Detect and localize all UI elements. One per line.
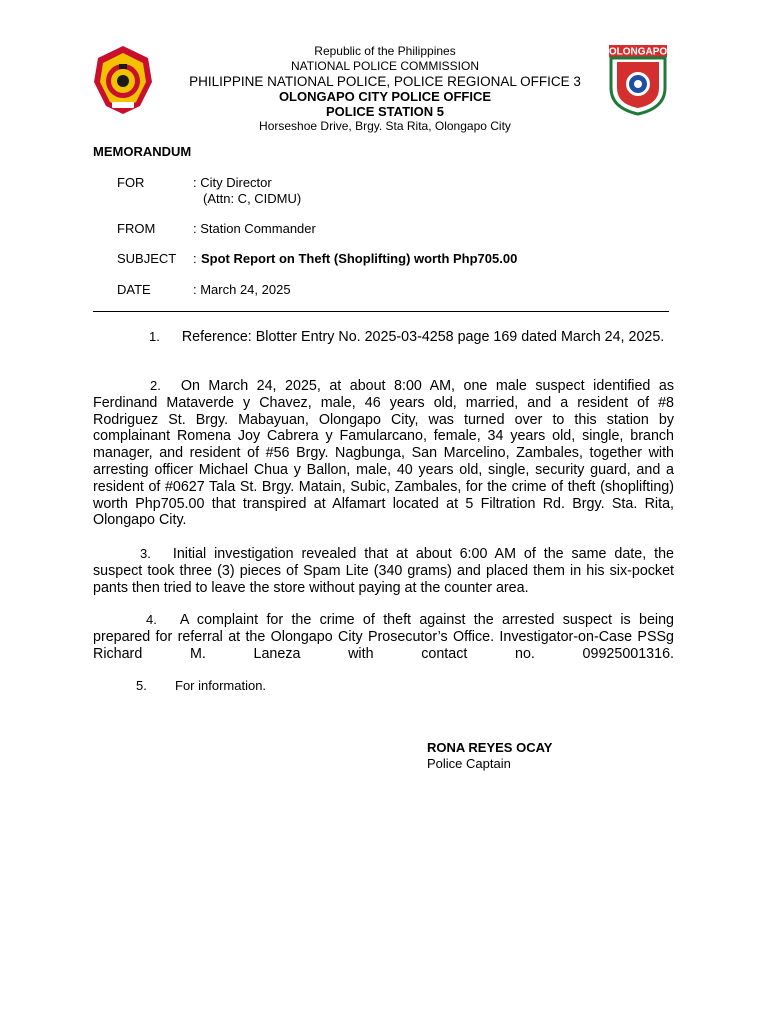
letterhead-napolcom: NATIONAL POLICE COMMISSION [290,59,480,73]
letterhead-address: Horseshoe Drive, Brgy. Sta Rita, Olongapo City [259,119,511,133]
olongapo-banner-text: OLONGAPO [608,46,668,58]
paragraph-3-text: Initial investigation revealed that at about 6:00 AM of the same date, the suspect took three (3) pieces of Spam Lite (340 grams) and placed them in his six-pocket pants then tried to leave the store without paying at the counter area. [93,546,674,596]
paragraph-3-number: 3. [140,546,151,561]
memo-for-attn: (Attn: C, CIDMU) [203,191,302,206]
paragraph-5-number: 5. [136,678,147,693]
paragraph-1-number: 1. [149,329,160,344]
paragraph-2 [93,378,674,529]
paragraph-5 [136,678,266,693]
letterhead-republic: Republic of the Philippines [314,44,456,58]
letterhead-pnp-region: PHILIPPINE NATIONAL POLICE, POLICE REGIONAL OFFICE 3 [189,74,581,89]
paragraph-2-number: 2. [150,378,161,393]
memo-title: MEMORANDUM [93,144,192,159]
letterhead-city-office: OLONGAPO CITY POLICE OFFICE [278,89,492,104]
letterhead-station: POLICE STATION 5 [326,104,444,119]
memo-subject-label: SUBJECT [117,251,177,266]
memo-from-value: : Station Commander [193,221,316,236]
memo-subject-value: Spot Report on Theft (Shoplifting) worth Php705.00 [201,251,518,266]
memo-date-label: DATE [117,282,151,297]
paragraph-2-text: On March 24, 2025, at about 8:00 AM, one male suspect identified as Ferdinand Mataverde y Chavez, male, 46 years old, married, and a resident of #8 Rodriguez St. Brgy. Mabayuan, Olongapo City, was turned over to this station by complainant Romena Joy Cabrera y Famularcano, female, 34 years old, single, branch manager, and resident of #56 Brgy. Nagbunga, San Marcelino, Zambales, together with arresting officer Michael Chua y Ballon, male, 40 years old, single, security guard, and a resident of #0627 Tala St. Brgy. Matain, Subic, Zambales, for the crime of theft (shoplifting) worth Php705.00 that transpired at Alfamart located at 5 Filtration Rd. Brgy. Sta. Rita, Olongapo City. [93,378,674,529]
paragraph-4-text: A complaint for the crime of theft against the arrested suspect is being prepared for referral at the Olongapo City Prosecutor’s Office. Investigator-on-Case PSSg Richard M. Laneza with contact no. 09925001316. [93,612,674,662]
header-divider [93,311,669,312]
paragraph-1 [93,329,674,346]
signatory-rank: Police Captain [427,756,511,771]
paragraph-5-text: For information. [175,678,267,693]
paragraph-1-text: Reference: Blotter Entry No. 2025-03-4258 page 169 dated March 24, 2025. [181,329,665,345]
paragraph-3 [93,546,674,596]
paragraph-4 [93,612,674,662]
paragraph-4-number: 4. [146,612,157,627]
memo-for-label: FOR [117,175,145,190]
signatory-name: RONA REYES OCAY [427,740,553,755]
letterhead [140,44,630,134]
memo-for-value: : City Director [193,175,272,190]
memo-subject-colon: : [193,251,197,266]
memo-date-value: : March 24, 2025 [193,282,291,297]
memo-from-label: FROM [117,221,156,236]
